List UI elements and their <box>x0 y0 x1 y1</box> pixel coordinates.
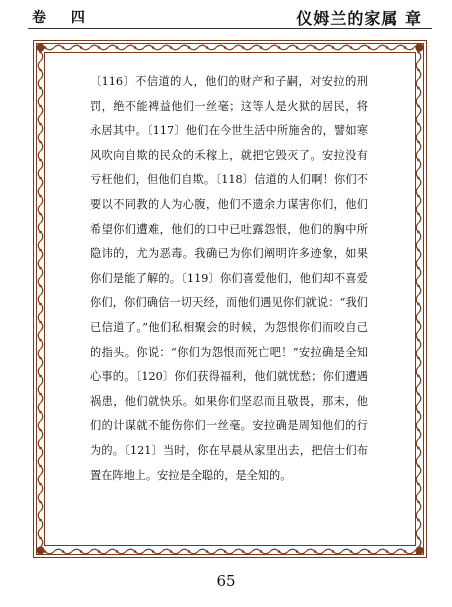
header-rule <box>28 28 432 29</box>
running-header <box>0 0 452 30</box>
volume-label: 卷 四 <box>32 10 95 26</box>
scripture-text: 〔116〕不信道的人，他们的财产和子嗣，对安拉的刑罚，绝不能裨益他们一丝毫；这等人是火狱的居民，将永居其中。〔117〕他们在今世生活中所施舍的，譬如寒风吹向自欺的民众的禾稼上，就把它毁灭了。安拉没有亏枉他们，但他们自欺。〔118〕信道的人们啊！你们不要以不同教的人为心腹，他们不遗余力谋害你们，他们希望你们遭难，他们的口中已吐露怨恨，他们的胸中所隐讳的，尤为恶毒。我确已为你们阐明许多迹象，如果你们是能了解的。〔119〕你们喜爱他们，他们却不喜爱你们，你们确信一切天经，而他们遇见你们就说：“我们已信道了。”他们私相聚会的时候，为怨恨你们而咬自己的指头。你说：“你们为怨恨而死亡吧！”安拉确是全知心事的。〔120〕你们获得福利，他们就忧愁；你们遭遇祸患，他们就快乐。如果你们坚忍而且敬畏，那末，他们的计谋就不能伤你们一丝毫。安拉确是周知他们的行为的。〔121〕当时，你在早晨从家里出去，把信士们布置在阵地上。安拉是全聪的，是全知的。 <box>90 75 368 482</box>
page-number: 65 <box>216 572 236 590</box>
chapter-title: 仪姆兰的家属 章 <box>296 9 422 28</box>
scripture-text-block <box>90 70 368 488</box>
